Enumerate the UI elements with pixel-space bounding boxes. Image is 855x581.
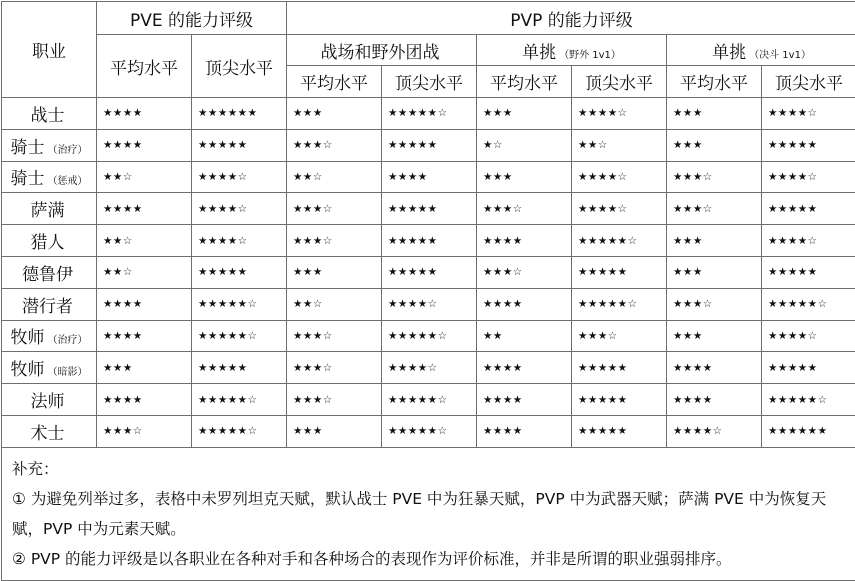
job-name: 牧师 <box>11 360 45 380</box>
rating-cell: ★★★★★☆ <box>572 225 667 257</box>
rating-cell: ★★★★ <box>667 384 762 416</box>
rating-cell: ★★★★★☆ <box>192 415 287 447</box>
job-spec: （治疗） <box>48 335 88 346</box>
rating-cell: ★★★☆ <box>287 129 382 161</box>
rating-cell: ★★★★★☆ <box>762 384 855 416</box>
rating-cell: ★★☆ <box>287 288 382 320</box>
rating-cell: ★★★★☆ <box>192 161 287 193</box>
rating-cell: ★★★☆ <box>287 352 382 384</box>
rating-cell: ★★★★☆ <box>572 161 667 193</box>
rating-cell: ★★★★☆ <box>192 225 287 257</box>
rating-cell: ★★★★ <box>477 288 572 320</box>
pvp-group-header <box>477 35 667 66</box>
rating-cell: ★★★★ <box>477 352 572 384</box>
job-name-cell <box>2 193 97 225</box>
rating-cell: ★★★☆ <box>287 384 382 416</box>
table-row <box>2 352 855 384</box>
rating-cell: ★★★★☆ <box>762 320 855 352</box>
rating-cell: ★★ <box>477 320 572 352</box>
rating-cell: ★★★★★ <box>762 352 855 384</box>
rating-cell: ★☆ <box>477 129 572 161</box>
pve-avg-header: 平均水平 <box>97 35 192 98</box>
pvp-avg-header: 平均水平 <box>667 66 762 98</box>
rating-cell: ★★★★★ <box>572 415 667 447</box>
rating-cell: ★★★★★ <box>192 256 287 288</box>
rating-cell: ★★★★★☆ <box>192 288 287 320</box>
rating-cell: ★★★★★ <box>382 225 477 257</box>
rating-cell: ★★★ <box>287 256 382 288</box>
rating-cell: ★★★☆ <box>477 256 572 288</box>
rating-cell: ★★★★★☆ <box>382 384 477 416</box>
rating-cell: ★★★★☆ <box>762 225 855 257</box>
rating-cell: ★★★★★ <box>382 129 477 161</box>
notes-section <box>2 447 855 580</box>
pvp-group-header <box>667 35 855 66</box>
rating-cell: ★★★★ <box>667 352 762 384</box>
rating-cell: ★★★☆ <box>287 193 382 225</box>
rating-cell: ★★★☆ <box>477 193 572 225</box>
rating-cell: ★★★★★☆ <box>572 288 667 320</box>
notes-title: 补充： <box>12 454 846 484</box>
job-name: 萨满 <box>31 201 65 221</box>
rating-cell: ★★★☆ <box>287 225 382 257</box>
rating-cell: ★★★★ <box>477 415 572 447</box>
rating-cell: ★★★★★★ <box>192 98 287 130</box>
rating-cell: ★★★ <box>667 256 762 288</box>
rating-cell: ★★★★★ <box>572 352 667 384</box>
rating-cell: ★★★★★☆ <box>762 288 855 320</box>
pvp-top-header: 顶尖水平 <box>572 66 667 98</box>
job-name-cell <box>2 256 97 288</box>
job-name: 骑士 <box>11 169 45 189</box>
note-1: ① 为避免列举过多，表格中未罗列坦克天赋，默认战士 PVE 中为狂暴天赋，PVP 中为武器天赋；萨满 PVE 中为恢复天赋，PVP 中为元素天赋。 <box>12 484 846 544</box>
job-name-cell <box>2 415 97 447</box>
job-name-cell <box>2 225 97 257</box>
job-spec: （暗影） <box>48 367 88 378</box>
job-name-cell <box>2 288 97 320</box>
rating-cell: ★★★★★☆ <box>382 415 477 447</box>
rating-cell: ★★★★ <box>477 384 572 416</box>
rating-cell: ★★☆ <box>572 129 667 161</box>
rating-cell: ★★★★☆ <box>192 193 287 225</box>
table-row <box>2 225 855 257</box>
pvp-group-note: （野外 1v1） <box>559 50 621 61</box>
job-column-header: 职业 <box>2 2 97 98</box>
job-name-cell <box>2 352 97 384</box>
pve-top-header: 顶尖水平 <box>192 35 287 98</box>
job-name: 法师 <box>31 392 65 412</box>
pvp-group-header <box>287 35 477 66</box>
rating-cell: ★★★★☆ <box>762 161 855 193</box>
rating-cell: ★★★★ <box>97 384 192 416</box>
rating-cell: ★★★★★ <box>572 384 667 416</box>
rating-cell: ★★★ <box>477 161 572 193</box>
rating-cell: ★★★ <box>667 225 762 257</box>
job-name-cell <box>2 161 97 193</box>
job-name-cell <box>2 384 97 416</box>
rating-cell: ★★★★ <box>97 193 192 225</box>
note-2: ② PVP 的能力评级是以各职业在各种对手和各种场合的表现作为评价标准，并非是所谓的职业强弱排序。 <box>12 544 846 574</box>
rating-cell: ★★★★☆ <box>762 98 855 130</box>
rating-cell: ★★★ <box>97 352 192 384</box>
ability-rating-table <box>1 1 855 581</box>
table-row <box>2 129 855 161</box>
job-name-cell <box>2 129 97 161</box>
job-name: 术士 <box>31 424 65 444</box>
rating-cell: ★★★★★ <box>192 352 287 384</box>
table-row <box>2 98 855 130</box>
job-name: 骑士 <box>11 138 45 158</box>
rating-cell: ★★★★★ <box>192 129 287 161</box>
table-row <box>2 320 855 352</box>
rating-cell: ★★★☆ <box>667 193 762 225</box>
pvp-top-header: 顶尖水平 <box>382 66 477 98</box>
rating-cell: ★★★★★ <box>572 256 667 288</box>
rating-cell: ★★★★ <box>97 98 192 130</box>
rating-cell: ★★★★★ <box>382 256 477 288</box>
rating-cell: ★★★★★ <box>762 256 855 288</box>
job-name: 牧师 <box>11 328 45 348</box>
rating-cell: ★★★★☆ <box>382 288 477 320</box>
rating-cell: ★★★ <box>667 129 762 161</box>
rating-cell: ★★★★ <box>97 129 192 161</box>
table-header <box>2 2 855 98</box>
pvp-group-title: 单挑 <box>522 43 556 63</box>
rating-cell: ★★★ <box>287 98 382 130</box>
rating-cell: ★★★ <box>287 415 382 447</box>
table-body <box>2 98 855 448</box>
job-name: 猎人 <box>31 233 65 253</box>
rating-cell: ★★★★★☆ <box>192 384 287 416</box>
rating-cell: ★★★ <box>667 320 762 352</box>
pve-rating-header: PVE 的能力评级 <box>97 2 287 35</box>
rating-cell: ★★★★★ <box>762 193 855 225</box>
pvp-avg-header: 平均水平 <box>287 66 382 98</box>
table-row <box>2 415 855 447</box>
rating-cell: ★★★☆ <box>97 415 192 447</box>
table-row <box>2 193 855 225</box>
job-name: 德鲁伊 <box>22 265 73 285</box>
rating-cell: ★★★★★ <box>762 129 855 161</box>
rating-cell: ★★★☆ <box>667 161 762 193</box>
pvp-group-note: （决斗 1v1） <box>749 50 811 61</box>
rating-cell: ★★★★ <box>97 288 192 320</box>
rating-cell: ★★★★ <box>477 225 572 257</box>
rating-cell: ★★★★☆ <box>572 193 667 225</box>
table-row <box>2 256 855 288</box>
job-spec: （治疗） <box>48 145 88 156</box>
job-spec: （惩戒） <box>48 176 88 187</box>
job-name-cell <box>2 320 97 352</box>
rating-cell: ★★★ <box>477 98 572 130</box>
rating-cell: ★★★☆ <box>572 320 667 352</box>
rating-cell: ★★☆ <box>287 161 382 193</box>
pvp-group-title: 单挑 <box>712 43 746 63</box>
rating-cell: ★★☆ <box>97 256 192 288</box>
rating-cell: ★★★★ <box>382 161 477 193</box>
table-row <box>2 384 855 416</box>
job-name-cell <box>2 98 97 130</box>
rating-cell: ★★★★ <box>97 320 192 352</box>
rating-cell: ★★★★★ <box>382 193 477 225</box>
rating-cell: ★★★★☆ <box>572 98 667 130</box>
rating-cell: ★★★☆ <box>287 320 382 352</box>
rating-cell: ★★★☆ <box>667 288 762 320</box>
pvp-rating-header: PVP 的能力评级 <box>287 2 855 35</box>
rating-cell: ★★★★★☆ <box>192 320 287 352</box>
job-name: 潜行者 <box>22 297 73 317</box>
rating-cell: ★★☆ <box>97 161 192 193</box>
rating-cell: ★★★★☆ <box>667 415 762 447</box>
pvp-group-title: 战场和野外团战 <box>321 43 440 63</box>
rating-cell: ★★★★☆ <box>382 352 477 384</box>
table-row <box>2 288 855 320</box>
rating-cell: ★★★★★★ <box>762 415 855 447</box>
rating-cell: ★★☆ <box>97 225 192 257</box>
pvp-top-header: 顶尖水平 <box>762 66 855 98</box>
job-name: 战士 <box>31 106 65 126</box>
rating-cell: ★★★★★☆ <box>382 320 477 352</box>
rating-cell: ★★★ <box>667 98 762 130</box>
rating-cell: ★★★★★☆ <box>382 98 477 130</box>
pvp-avg-header: 平均水平 <box>477 66 572 98</box>
table-row <box>2 161 855 193</box>
